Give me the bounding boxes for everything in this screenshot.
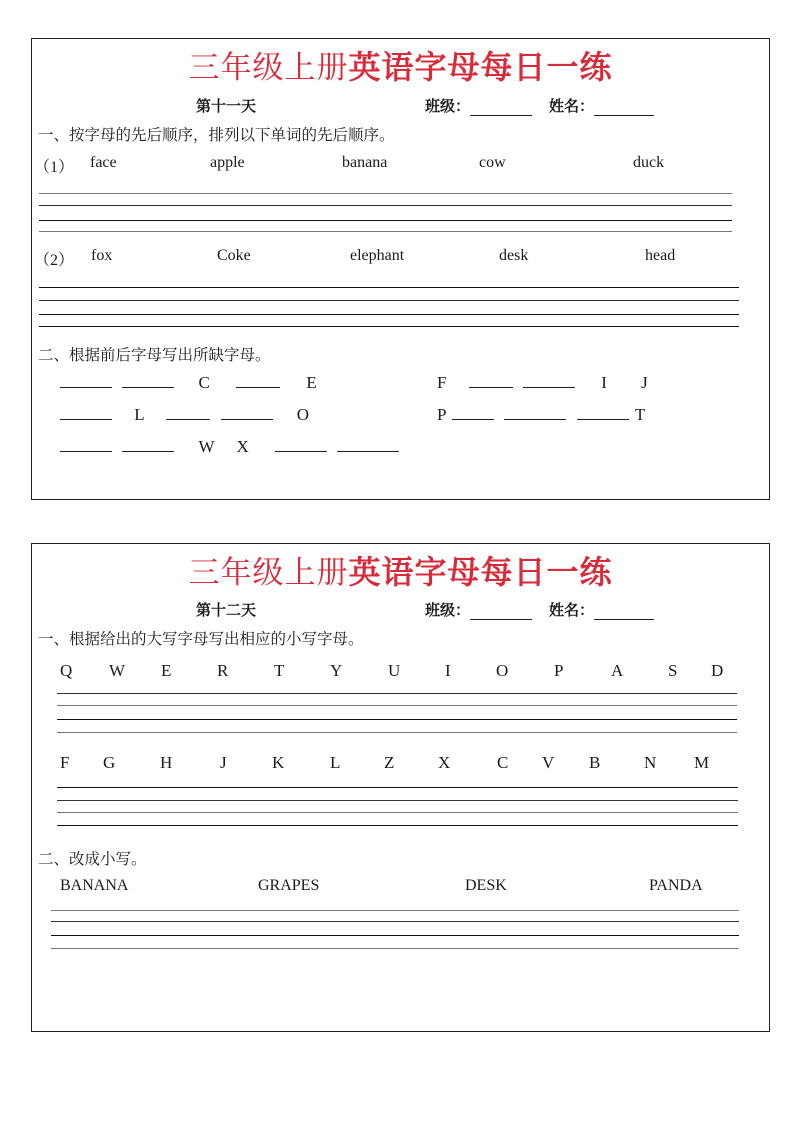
letter-w: W xyxy=(198,437,215,456)
question-2-instruction: 二、根据前后字母写出所缺字母。 xyxy=(38,346,271,364)
letter-W: W xyxy=(109,661,126,680)
letter-P: P xyxy=(554,661,564,680)
word-apple: apple xyxy=(210,154,245,171)
word-panda: PANDA xyxy=(649,877,703,894)
letter-e: E xyxy=(306,373,317,392)
word-head: head xyxy=(645,247,676,264)
title-subject: 英语字母每日一练 xyxy=(348,553,613,591)
letter-K: K xyxy=(272,753,285,772)
writing-line[interactable] xyxy=(39,231,732,232)
class-field[interactable] xyxy=(425,599,532,620)
writing-line[interactable] xyxy=(39,314,739,315)
letter-S: S xyxy=(668,661,678,680)
writing-line[interactable] xyxy=(57,812,738,813)
title-grade: 三年级上册 xyxy=(188,50,349,86)
writing-line[interactable] xyxy=(57,705,737,706)
letter-o: O xyxy=(296,405,310,424)
letter-M: M xyxy=(694,753,710,772)
writing-line[interactable] xyxy=(57,800,738,801)
writing-line[interactable] xyxy=(57,732,737,733)
letter-blank[interactable] xyxy=(122,438,174,452)
writing-line[interactable] xyxy=(39,287,739,288)
letter-N: N xyxy=(644,753,657,772)
letter-X: X xyxy=(438,753,451,772)
letter-E: E xyxy=(161,661,172,680)
writing-line[interactable] xyxy=(51,921,739,922)
letter-T: T xyxy=(274,661,285,680)
class-label: 班级： xyxy=(425,97,471,115)
letter-blank[interactable] xyxy=(122,374,174,388)
letter-V: V xyxy=(542,753,555,772)
title-subject: 英语字母每日一练 xyxy=(348,48,613,86)
letter-G: G xyxy=(103,753,116,772)
letter-Y: Y xyxy=(330,661,343,680)
day-label: 第十一天 xyxy=(196,97,257,115)
worksheet-title xyxy=(32,42,769,88)
day-label: 第十二天 xyxy=(196,601,257,619)
letters-row-2 xyxy=(60,405,309,425)
class-blank[interactable] xyxy=(470,101,532,116)
writing-line[interactable] xyxy=(57,787,738,788)
letters-row-1 xyxy=(60,373,317,393)
letters-row-2-right xyxy=(437,405,645,425)
writing-line[interactable] xyxy=(57,825,738,826)
class-blank[interactable] xyxy=(470,605,532,620)
question-1-instruction: 一、按字母的先后顺序，排列以下单词的先后顺序。 xyxy=(38,126,395,144)
word-duck: duck xyxy=(633,154,665,171)
group-1-label: （1） xyxy=(34,159,75,176)
writing-line[interactable] xyxy=(51,910,739,911)
letter-blank[interactable] xyxy=(275,438,327,452)
name-blank[interactable] xyxy=(594,101,654,116)
letter-p: P xyxy=(437,405,446,424)
writing-line[interactable] xyxy=(39,205,732,206)
letter-blank[interactable] xyxy=(60,374,112,388)
word-banana: banana xyxy=(342,154,388,171)
word-banana: BANANA xyxy=(60,877,129,894)
letter-F: F xyxy=(60,753,70,772)
writing-line[interactable] xyxy=(51,948,739,949)
letter-blank[interactable] xyxy=(469,374,513,388)
letter-I: I xyxy=(445,661,451,680)
question-2-instruction: 二、改成小写。 xyxy=(38,850,147,868)
word-coke: Coke xyxy=(217,247,251,264)
letter-R: R xyxy=(217,661,229,680)
letter-J: J xyxy=(220,753,227,772)
title-grade: 三年级上册 xyxy=(188,555,349,591)
letter-blank[interactable] xyxy=(523,374,575,388)
letter-blank[interactable] xyxy=(452,406,494,420)
letter-blank[interactable] xyxy=(236,374,280,388)
writing-line[interactable] xyxy=(39,220,732,221)
name-label: 姓名： xyxy=(549,601,595,619)
word-desk: DESK xyxy=(465,877,507,894)
letter-B: B xyxy=(589,753,601,772)
writing-line[interactable] xyxy=(39,300,739,301)
letter-Z: Z xyxy=(384,753,395,772)
letter-U: U xyxy=(388,661,401,680)
letter-blank[interactable] xyxy=(166,406,210,420)
name-label: 姓名： xyxy=(549,97,595,115)
letter-f: F xyxy=(437,373,447,392)
letter-blank[interactable] xyxy=(504,406,566,420)
letter-blank[interactable] xyxy=(337,438,399,452)
class-label: 班级： xyxy=(425,601,471,619)
word-grapes: GRAPES xyxy=(258,877,320,894)
letter-blank[interactable] xyxy=(221,406,273,420)
word-desk: desk xyxy=(499,247,529,264)
name-field[interactable] xyxy=(549,95,654,116)
class-field[interactable] xyxy=(425,95,532,116)
word-cow: cow xyxy=(479,154,506,171)
letter-l: L xyxy=(134,405,145,424)
letter-L: L xyxy=(330,753,341,772)
letter-t: T xyxy=(634,405,646,424)
word-face: face xyxy=(90,154,117,171)
letter-c: C xyxy=(198,373,210,392)
writing-line[interactable] xyxy=(39,326,739,327)
letter-H: H xyxy=(160,753,173,772)
word-elephant: elephant xyxy=(350,247,405,264)
worksheet-title xyxy=(32,547,769,593)
writing-line[interactable] xyxy=(57,719,737,720)
writing-line[interactable] xyxy=(51,935,739,936)
letters-row-3 xyxy=(60,437,399,457)
letter-j: J xyxy=(641,373,648,392)
letter-blank[interactable] xyxy=(577,406,629,420)
letter-D: D xyxy=(711,661,724,680)
letter-A: A xyxy=(611,661,624,680)
word-fox: fox xyxy=(91,247,113,264)
name-field[interactable] xyxy=(549,599,654,620)
writing-line[interactable] xyxy=(57,693,737,694)
question-1-instruction: 一、根据给出的大写字母写出相应的小写字母。 xyxy=(38,630,364,648)
letter-C: C xyxy=(497,753,509,772)
letter-blank[interactable] xyxy=(60,406,112,420)
letter-O: O xyxy=(496,661,509,680)
letters-row-1-right xyxy=(437,373,648,393)
letter-x: X xyxy=(236,437,249,456)
letter-blank[interactable] xyxy=(60,438,112,452)
name-blank[interactable] xyxy=(594,605,654,620)
worksheet-day-12 xyxy=(31,543,770,1032)
group-2-label: （2） xyxy=(34,252,75,269)
letter-i: I xyxy=(601,373,607,392)
writing-line[interactable] xyxy=(39,193,732,194)
worksheet-day-11 xyxy=(31,38,770,500)
letter-Q: Q xyxy=(60,661,73,680)
